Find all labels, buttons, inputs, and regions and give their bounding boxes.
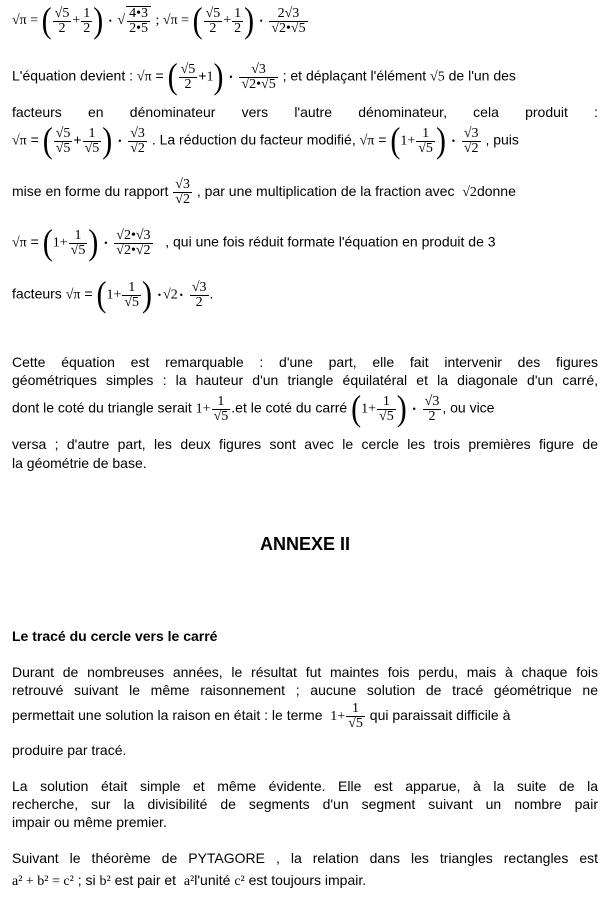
math-bullet: • [259,15,263,26]
fraction [462,127,481,156]
frac-den: √2 [175,192,190,207]
equation-line-1: √π = ( $\frac{√5}{2}$ + $\frac{1}{2}$ ) • √ $\frac{4•3}{2•5}$ ; √π = ( $\frac{√5}{2}$ + $\frac{1}{2}$ ) • $\frac{2√3}{√2•√5}$ [12,0,306,41]
frac-num: √3 [424,393,440,409]
equation-line: √π = (1+ $\frac{1}{√5}$ ) • $\frac{√2•√3}{√2•√2}$ , qui une fois réduit formate l'équation en produit de 3 [12,222,496,263]
frac-den: √5 [213,408,229,424]
frac-den: √5 [348,716,363,731]
frac-den: √5 [379,408,394,424]
text-line: Cette équation est remarquable : d'une part, elle fait intervenir des figures [12,354,598,370]
fraction [69,229,88,258]
frac-den: √2•√2 [116,242,151,258]
fraction [81,7,92,36]
section-heading: Le tracé du cercle vers le carré [12,628,218,644]
text: , puis [485,131,519,148]
frac-num: 1 [122,281,141,296]
fraction [423,395,442,424]
text-line: La solution était simple et même évidente. Elle est apparue, à la suite de la [12,778,598,794]
frac-num: 1 [83,5,91,21]
math-plus: + [223,13,232,29]
frac-num: 1 [377,395,396,410]
text: L'équation devient : [12,67,133,84]
text: de l'un des [448,67,516,84]
fraction [377,395,396,424]
frac-den: √5 [55,140,71,156]
fraction [346,702,365,731]
frac-den: 2 [428,408,436,424]
math-sqrt-pi: √π [12,13,27,29]
fraction [83,127,102,156]
text: qui paraissait difficile à [369,707,511,724]
fraction [54,127,73,156]
math-sqrt2: √2 [462,185,477,201]
text-line: recherche, sur la divisibilité de segments d'un segment suivant un nombre pair [12,796,598,812]
math-sqrt-pi: √π [65,287,81,303]
frac-num: 1 [416,127,435,142]
text: permettait une solution la raison en était : le terme [12,707,323,724]
text-line: Durant de nombreuses années, le résultat fut maintes fois perdu, mais à chaque fois [12,664,598,680]
fraction [190,281,209,310]
fraction [269,7,307,36]
math-eq: = [30,13,39,29]
frac-den: 2 [184,76,192,92]
math-plus: + [72,13,81,29]
text: facteurs [12,285,62,302]
text: donne [476,183,516,200]
fraction [128,127,147,156]
fraction [53,7,72,36]
frac-num: 2√3 [269,7,307,22]
fraction [126,6,151,36]
text-line: Suivant le théorème de PYTAGORE , la relation dans les triangles rectangles est [12,850,598,866]
math-sqrt-pi: √π [136,69,152,85]
fraction [114,229,152,258]
fraction [212,395,231,424]
text: ; si [77,872,96,888]
text-line: versa ; d'autre part, les deux figures sont avec le cercle les trois premières figure de [12,436,598,452]
frac-num: 1 [69,229,88,244]
frac-den: √5 [418,140,433,156]
frac-num: √2•√3 [116,227,151,243]
frac-den: √2 [130,140,145,156]
fraction [122,281,141,310]
math-pythagoras: a² + b² = c² [12,874,74,889]
text: l'unité [194,872,231,888]
math-sqrt-pi: √π [12,133,27,149]
equation-line: √π = ( $\frac{√5}{√5}$ + $\frac{1}{√5}$ ) • $\frac{√3}{√2}$ . La réduction du facteur modifié, √π = (1+ $\frac{1}{√5}$ ) • $\frac{√3}{√2}$ , puis [12,120,519,161]
math-sqrt-pi: √π [12,235,27,251]
frac-den: √5 [124,294,140,310]
text-line: géométriques simples : la hauteur d'un triangle équilatéral et la diagonale d'un carré, [12,372,598,388]
frac-num: 4•3 [129,6,149,21]
text: . La réduction du facteur modifié, [151,131,356,148]
frac-den: 2 [234,20,242,36]
fraction [416,127,435,156]
frac-den: √5 [70,242,86,258]
math-bullet: • [108,15,112,26]
frac-den: √2•√5 [241,76,276,92]
text: est toujours impair. [248,872,367,888]
text-line: permettait une solution la raison en était : le terme 1+ $\frac{1}{√5}$ qui paraissait difficile à [12,701,511,731]
frac-num: √3 [239,63,277,78]
frac-den: 2 [58,20,66,36]
frac-num: √3 [175,177,190,192]
text-line: retrouvé suivant le même raisonnement ; aucune solution de tracé géométrique ne [12,682,598,698]
fraction [239,63,277,92]
frac-num: √5 [205,5,221,21]
text-line: impair ou même premier. [12,814,167,830]
math-a2: a² [183,874,195,889]
text-line: L'équation devient : √π = ( $\frac{√5}{2}$ +1) • $\frac{√3}{√2•√5}$ ; et déplaçant l'élément √5 de l'un des [12,56,516,97]
frac-num: √5 [54,5,70,21]
fraction [173,178,192,207]
math-sqrt2: √2 [163,287,178,303]
math-sqrt-pi: √π [359,133,375,149]
frac-den: √2•√5 [271,20,306,36]
text: dont le coté du triangle serait [12,399,192,416]
frac-num: √3 [463,125,479,141]
frac-den: 2•5 [129,21,149,36]
text: , qui une fois réduit formate l'équation en produit de 3 [165,233,496,250]
text: , ou vice [442,399,495,416]
frac-num: √5 [55,125,71,141]
frac-num: 1 [212,395,231,410]
text: ; et déplaçant l'élément [282,67,427,84]
text-line: dont le coté du triangle serait 1+ $\frac{1}{√5}$ .et le coté du carré (1+ $\frac{1}{√5}$ ) • $\frac{√3}{2}$ , ou vice [12,388,495,429]
frac-den: 2 [209,20,217,36]
fraction [179,63,198,92]
fraction [204,7,223,36]
frac-den: 2 [195,294,203,310]
math-sqrt-pi: √π [162,13,178,29]
math-b2: b² [99,874,111,889]
math-eq: = [181,13,190,29]
text: est pair et [114,872,177,888]
frac-den: √5 [84,140,100,156]
frac-num: 1 [346,702,365,717]
frac-num: √3 [130,125,145,141]
text: mise en forme du rapport [12,183,169,200]
fraction [232,7,243,36]
text-line [12,178,598,218]
frac-num: 1 [83,127,102,142]
text-line: produire par tracé. [12,742,127,758]
text-line: facteurs en dénominateur vers l'autre dénominateur, cela produit : [12,104,598,120]
frac-den: 2 [83,20,91,36]
math-c2: c² [234,874,245,889]
math-sqrt5: √5 [430,69,445,85]
text: , par une multiplication de la fraction avec [196,183,455,200]
annex-title: ANNEXE II [259,534,351,554]
frac-den: √2 [463,140,479,156]
text-line: la géométrie de base. [12,455,147,471]
text-line [12,872,598,890]
text: .et le coté du carré [231,399,348,416]
equation-line: facteurs √π = (1+ $\frac{1}{√5}$ ) • √2 • $\frac{√3}{2}$ . [12,274,214,315]
frac-num: √5 [180,61,196,77]
frac-num: √3 [191,279,207,295]
frac-num: 1 [234,5,242,21]
